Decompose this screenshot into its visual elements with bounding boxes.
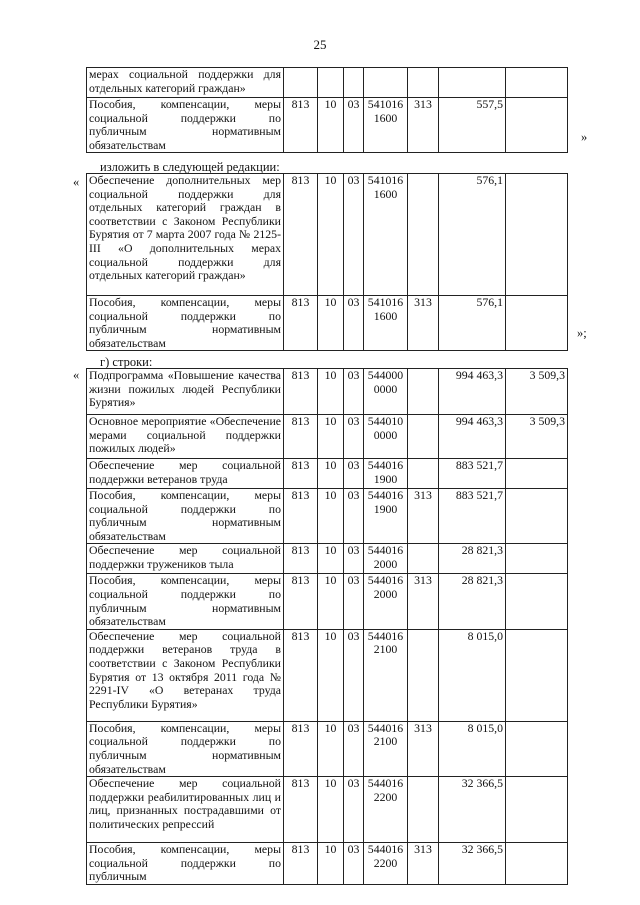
row-name: Обеспечение мер социальной поддержки ветеранов труда в соответствии с Законом Республики Бурятия от 13 октября 2011 года № 2291-IV «О ветеранах труда Республики Бурятия» <box>87 629 284 721</box>
row-name: Обеспечение мер социальной поддержки ветеранов труда <box>87 459 284 489</box>
row-name: Обеспечение дополнительных мер социальной поддержки для отдельных категорий граждан в соответствии с Законом Республики Бурятия от 7 марта 2007 года № 2125-III «О дополнительных мерах социальной поддержки для отдельных категорий граждан» <box>87 174 284 296</box>
subsection-code: 03 <box>344 489 364 544</box>
amount: 32 366,5 <box>439 843 506 885</box>
section-code: 10 <box>318 544 344 574</box>
table-row <box>87 574 568 629</box>
target-article-code: 544016 1900 <box>364 489 408 544</box>
amount-extra: 3 509,3 <box>506 369 568 415</box>
amount: 883 521,7 <box>439 459 506 489</box>
amount: 883 521,7 <box>439 489 506 544</box>
target-article-code: 544016 2100 <box>364 721 408 776</box>
target-article-code: 544016 2100 <box>364 629 408 721</box>
subsection-code: 03 <box>344 544 364 574</box>
section-code: 10 <box>318 777 344 843</box>
ved-code: 813 <box>284 459 318 489</box>
table-row <box>87 369 568 415</box>
subsection-code: 03 <box>344 777 364 843</box>
amount: 557,5 <box>439 98 506 153</box>
table-row <box>87 98 568 153</box>
subsection-code: 03 <box>344 459 364 489</box>
amount <box>439 68 506 98</box>
table-row <box>87 68 568 98</box>
amount: 994 463,3 <box>439 415 506 459</box>
ved-code: 813 <box>284 369 318 415</box>
table-row <box>87 459 568 489</box>
section-code: 10 <box>318 415 344 459</box>
amount-extra <box>506 777 568 843</box>
closing-quote: » <box>581 130 588 144</box>
amount-extra <box>506 296 568 351</box>
amount-extra <box>506 459 568 489</box>
subsection-code: 03 <box>344 98 364 153</box>
amount-extra <box>506 843 568 885</box>
expense-type-code <box>408 629 439 721</box>
target-article-code <box>364 68 408 98</box>
target-article-code: 544010 0000 <box>364 415 408 459</box>
section-code: 10 <box>318 296 344 351</box>
amount-extra: 3 509,3 <box>506 415 568 459</box>
subsection-code: 03 <box>344 721 364 776</box>
row-name: Пособия, компенсации, меры социальной поддержки по публичным нормативным обязательствам <box>87 574 284 629</box>
table-row <box>87 843 568 885</box>
section-code <box>318 68 344 98</box>
row-name: Обеспечение мер социальной поддержки тружеников тыла <box>87 544 284 574</box>
row-name: Основное мероприятие «Обеспечение мерами социальной поддержки пожилых людей» <box>87 415 284 459</box>
row-name: мерах социальной поддержки для отдельных категорий граждан» <box>87 68 284 98</box>
amount-extra <box>506 174 568 296</box>
target-article-code: 544016 1900 <box>364 459 408 489</box>
row-name: Пособия, компенсации, меры социальной поддержки по публичным <box>87 843 284 885</box>
ved-code: 813 <box>284 574 318 629</box>
subsection-code: 03 <box>344 369 364 415</box>
amount-extra <box>506 489 568 544</box>
expense-type-code: 313 <box>408 489 439 544</box>
opening-quote: « <box>73 368 80 382</box>
table-row <box>87 777 568 843</box>
table-row <box>87 629 568 721</box>
subsection-code <box>344 68 364 98</box>
table-row <box>87 489 568 544</box>
section-code: 10 <box>318 843 344 885</box>
amount-extra <box>506 544 568 574</box>
target-article-code: 541016 1600 <box>364 98 408 153</box>
expense-type-code: 313 <box>408 721 439 776</box>
ved-code <box>284 68 318 98</box>
amount: 28 821,3 <box>439 544 506 574</box>
expense-type-code <box>408 415 439 459</box>
expense-type-code: 313 <box>408 843 439 885</box>
budget-table-continued <box>86 67 568 153</box>
table-row <box>87 544 568 574</box>
ved-code: 813 <box>284 843 318 885</box>
section-code: 10 <box>318 629 344 721</box>
row-name: Пособия, компенсации, меры социальной поддержки по публичным нормативным обязательствам <box>87 489 284 544</box>
section-code: 10 <box>318 459 344 489</box>
row-name: Подпрограмма «Повышение качества жизни пожилых людей Республики Бурятия» <box>87 369 284 415</box>
amount: 576,1 <box>439 174 506 296</box>
opening-quote: « <box>73 175 80 189</box>
ved-code: 813 <box>284 489 318 544</box>
target-article-code: 544016 2200 <box>364 843 408 885</box>
budget-table-new-edition <box>86 173 568 351</box>
expense-type-code: 313 <box>408 98 439 153</box>
section-code: 10 <box>318 721 344 776</box>
target-article-code: 544016 2200 <box>364 777 408 843</box>
budget-table-rows <box>86 368 568 885</box>
subsection-code: 03 <box>344 174 364 296</box>
ved-code: 813 <box>284 544 318 574</box>
amount-extra <box>506 629 568 721</box>
amount-extra <box>506 574 568 629</box>
section-code: 10 <box>318 369 344 415</box>
table-row <box>87 296 568 351</box>
section-code: 10 <box>318 574 344 629</box>
ved-code: 813 <box>284 777 318 843</box>
subsection-code: 03 <box>344 629 364 721</box>
target-article-code: 541016 1600 <box>364 174 408 296</box>
ved-code: 813 <box>284 629 318 721</box>
target-article-code: 544016 2000 <box>364 574 408 629</box>
expense-type-code <box>408 459 439 489</box>
subsection-code: 03 <box>344 296 364 351</box>
expense-type-code <box>408 544 439 574</box>
target-article-code: 544000 0000 <box>364 369 408 415</box>
target-article-code: 541016 1600 <box>364 296 408 351</box>
expense-type-code <box>408 68 439 98</box>
amount: 28 821,3 <box>439 574 506 629</box>
amount: 576,1 <box>439 296 506 351</box>
table-row <box>87 415 568 459</box>
subsection-code: 03 <box>344 415 364 459</box>
amount: 32 366,5 <box>439 777 506 843</box>
row-name: Обеспечение мер социальной поддержки реабилитированных лиц и лиц, признанных пострадавшими от политических репрессий <box>87 777 284 843</box>
table-row <box>87 721 568 776</box>
target-article-code: 544016 2000 <box>364 544 408 574</box>
ved-code: 813 <box>284 415 318 459</box>
subsection-code: 03 <box>344 574 364 629</box>
table-row <box>87 174 568 296</box>
ved-code: 813 <box>284 98 318 153</box>
amount: 8 015,0 <box>439 629 506 721</box>
amount-extra <box>506 721 568 776</box>
section-code: 10 <box>318 489 344 544</box>
section-code: 10 <box>318 98 344 153</box>
expense-type-code <box>408 777 439 843</box>
instruction-text: изложить в следующей редакции: <box>100 160 280 174</box>
amount-extra <box>506 98 568 153</box>
expense-type-code: 313 <box>408 574 439 629</box>
expense-type-code <box>408 369 439 415</box>
amount: 994 463,3 <box>439 369 506 415</box>
amount-extra <box>506 68 568 98</box>
amount: 8 015,0 <box>439 721 506 776</box>
section-label: г) строки: <box>100 355 153 369</box>
subsection-code: 03 <box>344 843 364 885</box>
row-name: Пособия, компенсации, меры социальной поддержки по публичным нормативным обязательствам <box>87 98 284 153</box>
ved-code: 813 <box>284 296 318 351</box>
row-name: Пособия, компенсации, меры социальной поддержки по публичным нормативным обязательствам <box>87 721 284 776</box>
section-code: 10 <box>318 174 344 296</box>
ved-code: 813 <box>284 721 318 776</box>
expense-type-code <box>408 174 439 296</box>
closing-quote: »; <box>577 326 587 340</box>
expense-type-code: 313 <box>408 296 439 351</box>
page-number: 25 <box>313 37 327 52</box>
row-name: Пособия, компенсации, меры социальной поддержки по публичным нормативным обязательствам <box>87 296 284 351</box>
ved-code: 813 <box>284 174 318 296</box>
